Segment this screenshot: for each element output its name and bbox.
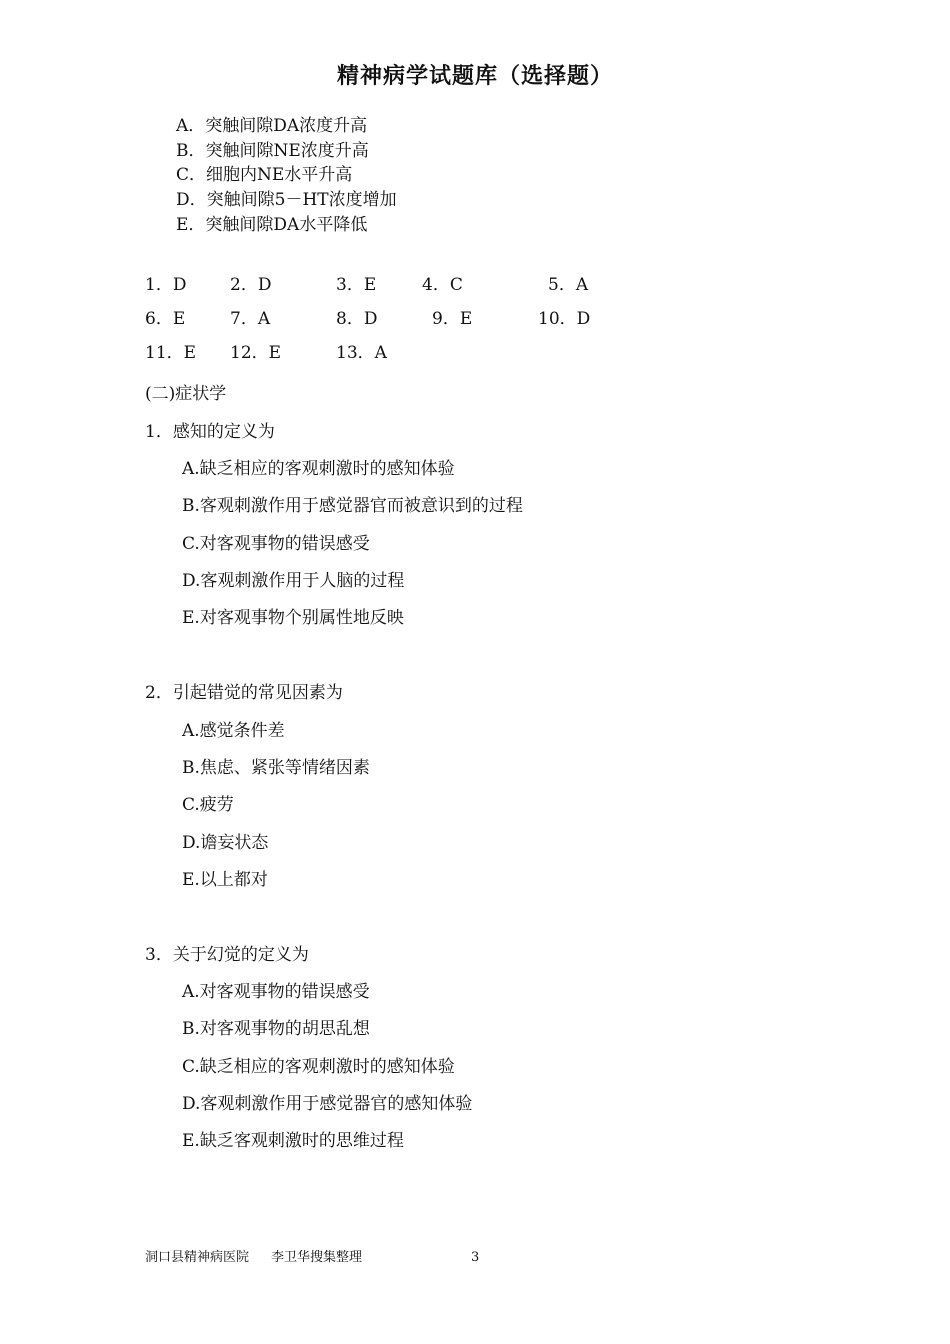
- answer-item: 10．D: [538, 309, 591, 329]
- option-d: D．突触间隙5－HT浓度增加: [176, 190, 397, 210]
- answer-item: 3．E: [336, 275, 377, 295]
- option-a: A.缺乏相应的客观刺激时的感知体验: [182, 459, 455, 479]
- question-stem: 1．感知的定义为: [145, 422, 275, 442]
- option-e: E．突触间隙DA水平降低: [176, 215, 368, 235]
- answer-item: 11．E: [145, 343, 197, 363]
- answer-row: [145, 308, 745, 330]
- option-b: B.对客观事物的胡思乱想: [182, 1019, 370, 1039]
- option-c: C.疲劳: [182, 795, 234, 815]
- answer-item: 9．E: [432, 309, 473, 329]
- option-b: B.客观刺激作用于感觉器官而被意识到的过程: [182, 496, 523, 516]
- option-a: A.感觉条件差: [182, 721, 285, 741]
- answer-item: 1．D: [145, 275, 187, 295]
- option-c: C．细胞内NE水平升高: [176, 165, 353, 185]
- footer-compiler: 李卫华搜集整理: [271, 1250, 363, 1265]
- option-b: B．突触间隙NE浓度升高: [176, 141, 369, 161]
- option-c: C.对客观事物的错误感受: [182, 534, 370, 554]
- section-heading: (二)症状学: [145, 384, 227, 404]
- answer-row: [145, 342, 745, 364]
- option-e: E.以上都对: [182, 870, 268, 890]
- answer-item: 6．E: [145, 309, 186, 329]
- option-e: E.对客观事物个别属性地反映: [182, 608, 404, 628]
- option-e: E.缺乏客观刺激时的思维过程: [182, 1131, 404, 1151]
- option-a: A.对客观事物的错误感受: [182, 982, 370, 1002]
- option-c: C.缺乏相应的客观刺激时的感知体验: [182, 1057, 455, 1077]
- answer-item: 12．E: [230, 343, 282, 363]
- answer-item: 13．A: [336, 343, 387, 363]
- question-stem: 2．引起错觉的常见因素为: [145, 683, 343, 703]
- answer-item: 7．A: [230, 309, 271, 329]
- answer-item: 5．A: [548, 275, 589, 295]
- footer-hospital: 洞口县精神病医院: [145, 1250, 250, 1265]
- page-footer: [145, 1249, 362, 1267]
- option-d: D.谵妄状态: [182, 833, 269, 853]
- option-b: B.焦虑、紧张等情绪因素: [182, 758, 370, 778]
- answer-row: [145, 274, 745, 296]
- question-stem: 3．关于幻觉的定义为: [145, 945, 309, 965]
- answer-item: 4．C: [422, 275, 463, 295]
- option-d: D.客观刺激作用于感觉器官的感知体验: [182, 1094, 473, 1114]
- answer-item: 2．D: [230, 275, 272, 295]
- option-a: A．突触间隙DA浓度升高: [176, 116, 368, 136]
- answer-item: 8．D: [336, 309, 378, 329]
- option-d: D.客观刺激作用于人脑的过程: [182, 571, 405, 591]
- page-number: 3: [471, 1250, 480, 1265]
- page-title: 精神病学试题库（选择题）: [336, 64, 613, 89]
